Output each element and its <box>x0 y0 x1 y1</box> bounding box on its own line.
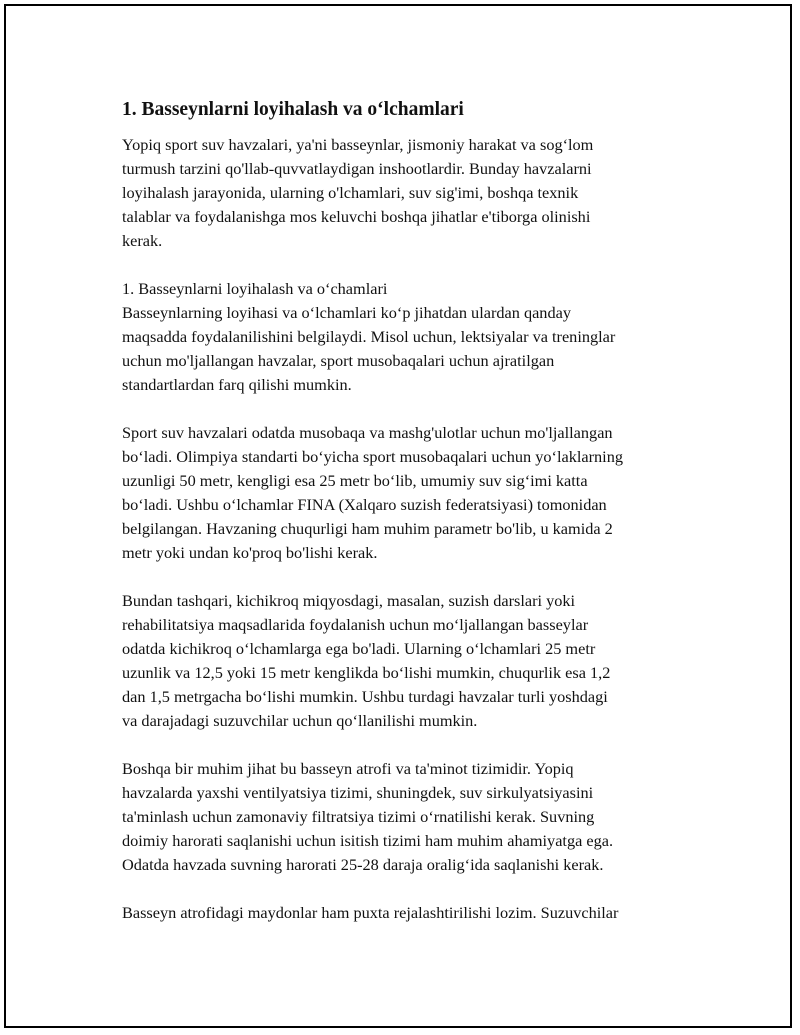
text-line: uzunlik va 12,5 yoki 15 metr kenglikda bo‘lishi mumkin, chuqurlik esa 1,2 <box>122 663 611 682</box>
text-line: va darajadagi suzuvchilar uchun qo‘llanilishi mumkin. <box>122 711 478 730</box>
section-subheading: 1. Basseynlarni loyihalash va o‘chamlari <box>122 279 388 298</box>
text-line: ta'minlash uchun zamonaviy filtratsiya tizimi o‘rnatilishi kerak. Suvning <box>122 807 595 826</box>
text-line: uchun mo'ljallangan havzalar, sport musobaqalari uchun ajratilgan <box>122 351 555 370</box>
paragraph-surroundings <box>122 901 702 925</box>
text-line: bo‘ladi. Ushbu o‘lchamlar FINA (Xalqaro suzish federatsiyasi) tomonidan <box>122 495 607 514</box>
text-line: metr yoki undan ko'proq bo'lishi kerak. <box>122 543 378 562</box>
text-line: Bundan tashqari, kichikroq miqyosdagi, masalan, suzish darslari yoki <box>122 591 576 610</box>
text-line: talablar va foydalanishga mos keluvchi boshqa jihatlar e'tiborga olinishi <box>122 207 591 226</box>
paragraph-design <box>122 277 702 397</box>
paragraph-systems <box>122 757 702 877</box>
text-line: Boshqa bir muhim jihat bu basseyn atrofi va ta'minot tizimidir. Yopiq <box>122 759 574 778</box>
text-line: Odatda havzada suvning harorati 25-28 daraja oralig‘ida saqlanishi kerak. <box>122 855 604 874</box>
document-content <box>122 97 702 949</box>
text-line: turmush tarzini qo'llab-quvvatlaydigan inshootlardir. Bunday havzalarni <box>122 159 592 178</box>
text-line: maqsadda foydalanilishini belgilaydi. Misol uchun, lektsiyalar va treninglar <box>122 327 616 346</box>
paragraph-sport-pools <box>122 421 702 565</box>
text-line: doimiy harorati saqlanishi uchun isitish tizimi ham muhim ahamiyatga ega. <box>122 831 614 850</box>
text-line: Sport suv havzalari odatda musobaqa va mashg'ulotlar uchun mo'ljallangan <box>122 423 613 442</box>
text-line: kerak. <box>122 231 163 250</box>
text-line: belgilangan. Havzaning chuqurligi ham muhim parametr bo'lib, u kamida 2 <box>122 519 613 538</box>
text-line: loyihalash jarayonida, ularning o'lchamlari, suv sig'imi, boshqa texnik <box>122 183 579 202</box>
text-line: Yopiq sport suv havzalari, ya'ni basseynlar, jismoniy harakat va sog‘lom <box>122 135 594 154</box>
text-line: bo‘ladi. Olimpiya standarti bo‘yicha sport musobaqalari uchun yo‘laklarning <box>122 447 623 466</box>
paragraph-small-pools <box>122 589 702 733</box>
text-line: Basseynlarning loyihasi va o‘lchamlari ko‘p jihatdan ulardan qanday <box>122 303 571 322</box>
text-line: dan 1,5 metrgacha bo‘lishi mumkin. Ushbu turdagi havzalar turli yoshdagi <box>122 687 608 706</box>
text-line: odatda kichikroq o‘lchamlarga ega bo'ladi. Ularning o‘lchamlari 25 metr <box>122 639 596 658</box>
text-line: Basseyn atrofidagi maydonlar ham puxta rejalashtirilishi lozim. Suzuvchilar <box>122 903 619 922</box>
text-line: rehabilitatsiya maqsadlarida foydalanish uchun mo‘ljallangan basseylar <box>122 615 589 634</box>
text-line: havzalarda yaxshi ventilyatsiya tizimi, shuningdek, suv sirkulyatsiyasini <box>122 783 594 802</box>
document-page <box>4 4 792 1028</box>
text-line: uzunligi 50 metr, kengligi esa 25 metr bo‘lib, umumiy suv sig‘imi katta <box>122 471 588 490</box>
text-line: standartlardan farq qilishi mumkin. <box>122 375 352 394</box>
document-title: 1. Basseynlarni loyihalash va o‘lchamlari <box>122 99 464 120</box>
paragraph-intro <box>122 133 702 253</box>
